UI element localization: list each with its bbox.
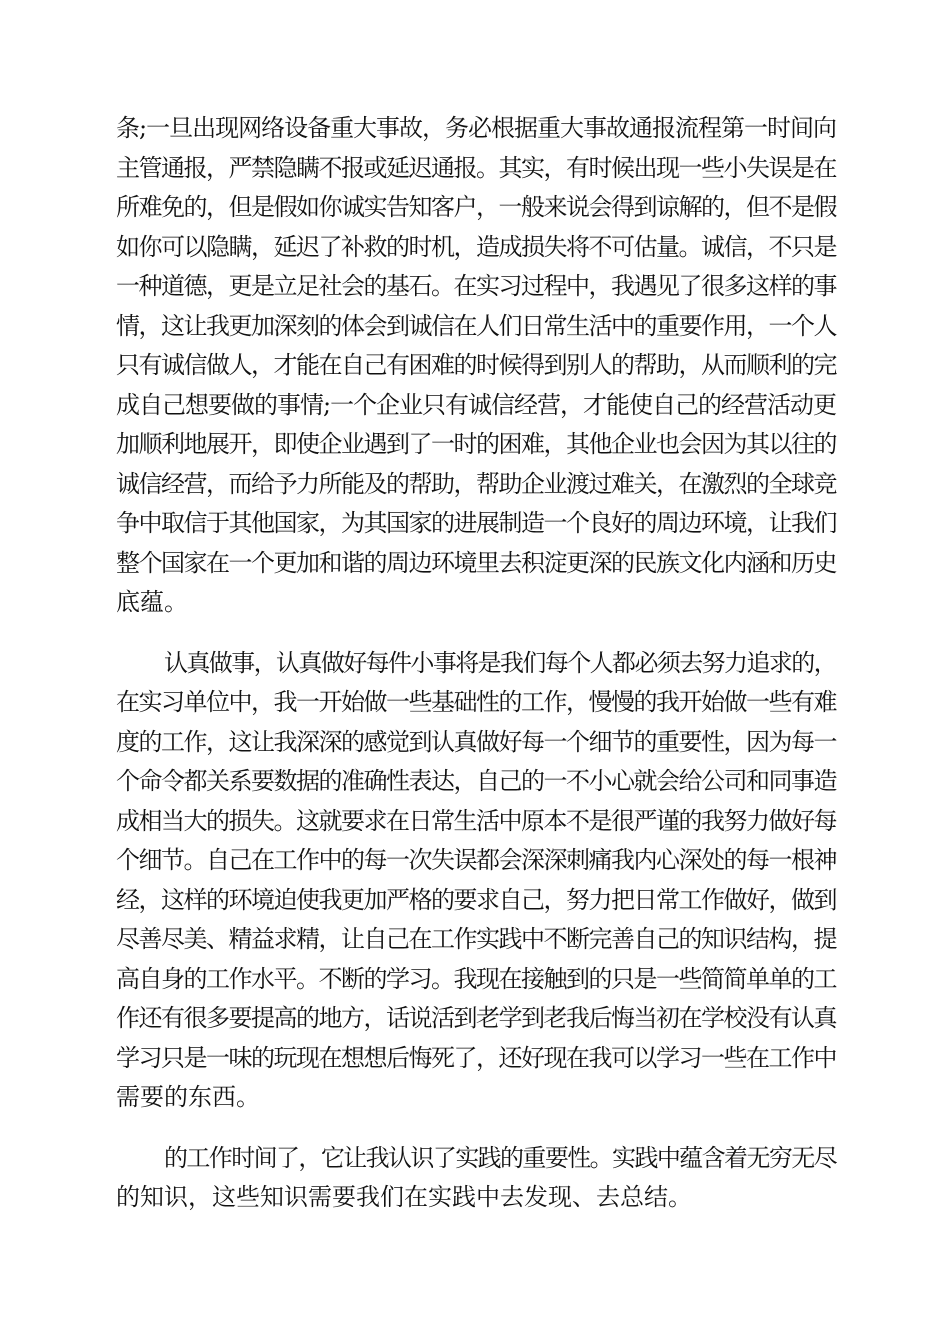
document-body [116, 109, 836, 1218]
text-line: 作还有很多要提高的地方，话说活到老学到老我后悔当初在学校没有认真 [116, 1004, 836, 1032]
text-line: 个细节。自己在工作中的每一次失误都会深深刺痛我内心深处的每一根神 [116, 846, 836, 874]
paragraph-1 [116, 109, 836, 623]
text-line: 成相当大的损失。这就要求在日常生活中原本不是很严谨的我努力做好每 [116, 806, 836, 835]
paragraph-3 [116, 1139, 836, 1218]
text-line: 争中取信于其他国家，为其国家的进展制造一个良好的周边环境，让我们 [116, 509, 836, 537]
text-line: 底蕴。 [116, 588, 188, 616]
text-line: 尽善尽美、精益求精，让自己在工作实践中不断完善自己的知识结构，提 [116, 925, 836, 953]
text-line: 条;一旦出现网络设备重大事故，务必根据重大事故通报流程第一时间向 [116, 114, 836, 142]
text-line: 如你可以隐瞒，延迟了补救的时机，造成损失将不可估量。诚信，不只是 [116, 232, 836, 261]
text-line: 只有诚信做人，才能在自己有困难的时候得到别人的帮助，从而顺利的完 [116, 351, 836, 379]
text-line: 所难免的，但是假如你诚实告知客户，一般来说会得到谅解的，但不是假 [116, 193, 836, 221]
text-line: 在实习单位中，我一开始做一些基础性的工作，慢慢的我开始做一些有难 [116, 688, 836, 716]
text-line: 的工作时间了，它让我认识了实践的重要性。实践中蕴含着无穷无尽 [164, 1143, 836, 1172]
text-line: 加顺利地展开，即使企业遇到了一时的困难，其他企业也会因为其以往的 [116, 430, 836, 458]
text-line: 高自身的工作水平。不断的学习。我现在接触到的只是一些简简单单的工 [116, 964, 836, 993]
text-line: 情，这让我更加深刻的体会到诚信在人们日常生活中的重要作用，一个人 [116, 311, 836, 340]
text-line: 主管通报，严禁隐瞒不报或延迟通报。其实，有时候出现一些小失误是在 [116, 153, 836, 182]
text-line: 的知识，这些知识需要我们在实践中去发现、去总结。 [116, 1183, 692, 1211]
text-line: 个命令都关系要数据的准确性表达，自己的一不小心就会给公司和同事造 [116, 767, 836, 795]
paragraph-2 [116, 644, 836, 1118]
text-line: 需要的东西。 [116, 1083, 260, 1111]
text-line: 一种道德，更是立足社会的基石。在实习过程中，我遇见了很多这样的事 [116, 272, 836, 300]
text-line: 经，这样的环境迫使我更加严格的要求自己，努力把日常工作做好，做到 [116, 885, 836, 914]
text-line: 认真做事，认真做好每件小事将是我们每个人都必须去努力追求的， [164, 648, 836, 677]
text-line: 度的工作，这让我深深的感觉到认真做好每一个细节的重要性，因为每一 [116, 727, 836, 756]
text-line: 成自己想要做的事情;一个企业只有诚信经营，才能使自己的经营活动更 [116, 390, 836, 419]
text-line: 学习只是一味的玩现在想想后悔死了，还好现在我可以学习一些在工作中 [116, 1043, 836, 1072]
text-line: 诚信经营，而给予力所能及的帮助，帮助企业渡过难关，在激烈的全球竞 [116, 469, 836, 498]
text-line: 整个国家在一个更加和谐的周边环境里去积淀更深的民族文化内涵和历史 [116, 548, 836, 577]
